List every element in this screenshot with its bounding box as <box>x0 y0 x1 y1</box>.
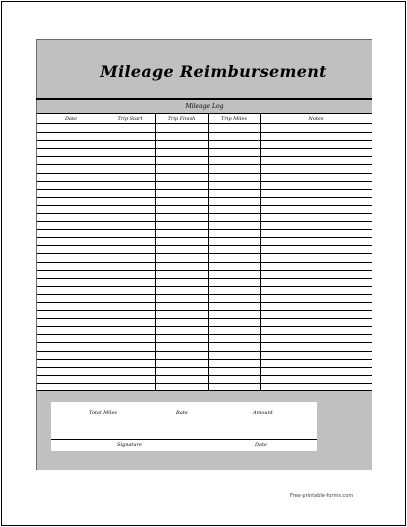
table-row-line <box>37 262 372 263</box>
document-header <box>36 39 372 98</box>
table-row-line <box>37 132 372 133</box>
table-row-line <box>37 205 372 206</box>
column-header-trip-miles: Trip Miles <box>221 116 247 122</box>
table-row-line <box>37 310 372 311</box>
column-header-notes: Notes <box>308 116 324 122</box>
table-row-line <box>37 253 372 254</box>
table-row-line <box>37 383 372 384</box>
table-row-line <box>37 189 372 190</box>
column-header-trip-start: Trip Start <box>117 116 143 122</box>
rate-label: Rate <box>176 410 188 416</box>
table-row-line <box>37 164 372 165</box>
summary-section <box>36 391 372 470</box>
log-caption: Mileage Log <box>36 100 372 113</box>
table-row-line <box>37 359 372 360</box>
table-row-line <box>37 173 372 174</box>
amount-label: Amount <box>253 410 273 416</box>
table-row-line <box>37 367 372 368</box>
summary-box <box>51 402 317 451</box>
table-row-line <box>37 181 372 182</box>
column-header-date: Date <box>65 116 77 122</box>
table-row-line <box>37 326 372 327</box>
mileage-log-table <box>36 113 372 391</box>
signature-line <box>51 439 317 440</box>
page-title: Mileage Reimbursement <box>100 61 327 81</box>
table-row-line <box>37 375 372 376</box>
log-table-header <box>37 114 372 124</box>
table-row-line <box>37 237 372 238</box>
signature-label: Signature <box>117 442 143 448</box>
page <box>1 1 406 526</box>
table-row-line <box>37 278 372 279</box>
table-row-line <box>37 148 372 149</box>
table-row-line <box>37 334 372 335</box>
table-row-line <box>37 197 372 198</box>
table-row-line <box>37 156 372 157</box>
table-row-line <box>37 270 372 271</box>
table-row-line <box>37 221 372 222</box>
table-row-line <box>37 302 372 303</box>
table-row-line <box>37 213 372 214</box>
total-miles-label: Total Miles <box>89 410 117 416</box>
table-row-line <box>37 351 372 352</box>
column-header-trip-finish: Trip Finish <box>167 116 196 122</box>
table-row-line <box>37 229 372 230</box>
table-row-line <box>37 286 372 287</box>
table-row-line <box>37 245 372 246</box>
date-label: Date <box>255 442 267 448</box>
table-row-line <box>37 342 372 343</box>
table-row-line <box>37 294 372 295</box>
footer-credit: Free-printable-forms.com <box>290 493 354 499</box>
table-row-line <box>37 140 372 141</box>
table-row-line <box>37 318 372 319</box>
